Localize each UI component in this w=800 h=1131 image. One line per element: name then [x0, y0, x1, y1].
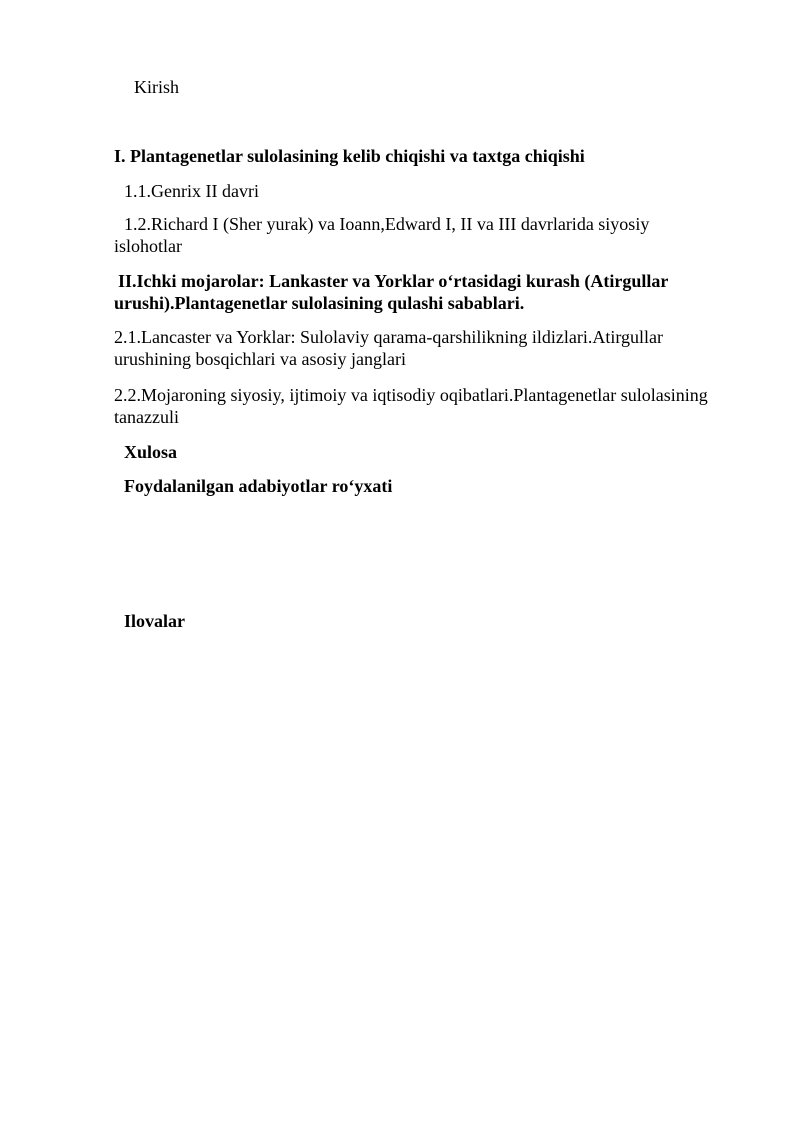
toc-section-1-1: 1.1.Genrix II davri [124, 181, 259, 201]
toc-section-2-2-line2: tanazzuli [114, 407, 179, 427]
toc-section-1-2-line2: islohotlar [114, 236, 182, 256]
toc-appendices: Ilovalar [124, 611, 185, 631]
toc-section-2-1-line1: 2.1.Lancaster va Yorklar: Sulolaviy qarama-qarshilikning ildizlari.Atirgullar [114, 327, 664, 347]
toc-chapter2-title-line1: II.Ichki mojarolar: Lankaster va Yorklar o‘rtasidagi kurash (Atirgullar [118, 271, 669, 291]
toc-section-1-2-line1: 1.2.Richard I (Sher yurak) va Ioann,Edward I, II va III davrlarida siyosiy [124, 214, 650, 234]
toc-intro: Kirish [134, 77, 179, 97]
toc-chapter2-title-line2: urushi).Plantagenetlar sulolasining qulashi sabablari. [114, 293, 525, 313]
toc-section-2-2-line1: 2.2.Mojaroning siyosiy, ijtimoiy va iqtisodiy oqibatlari.Plantagenetlar sulolasining [114, 385, 708, 405]
toc-conclusion: Xulosa [124, 442, 178, 462]
toc-section-2-1-line2: urushining bosqichlari va asosiy janglari [114, 349, 406, 369]
toc-chapter1-title: I. Plantagenetlar sulolasining kelib chiqishi va taxtga chiqishi [114, 146, 585, 166]
toc-references: Foydalanilgan adabiyotlar ro‘yxati [124, 476, 393, 496]
